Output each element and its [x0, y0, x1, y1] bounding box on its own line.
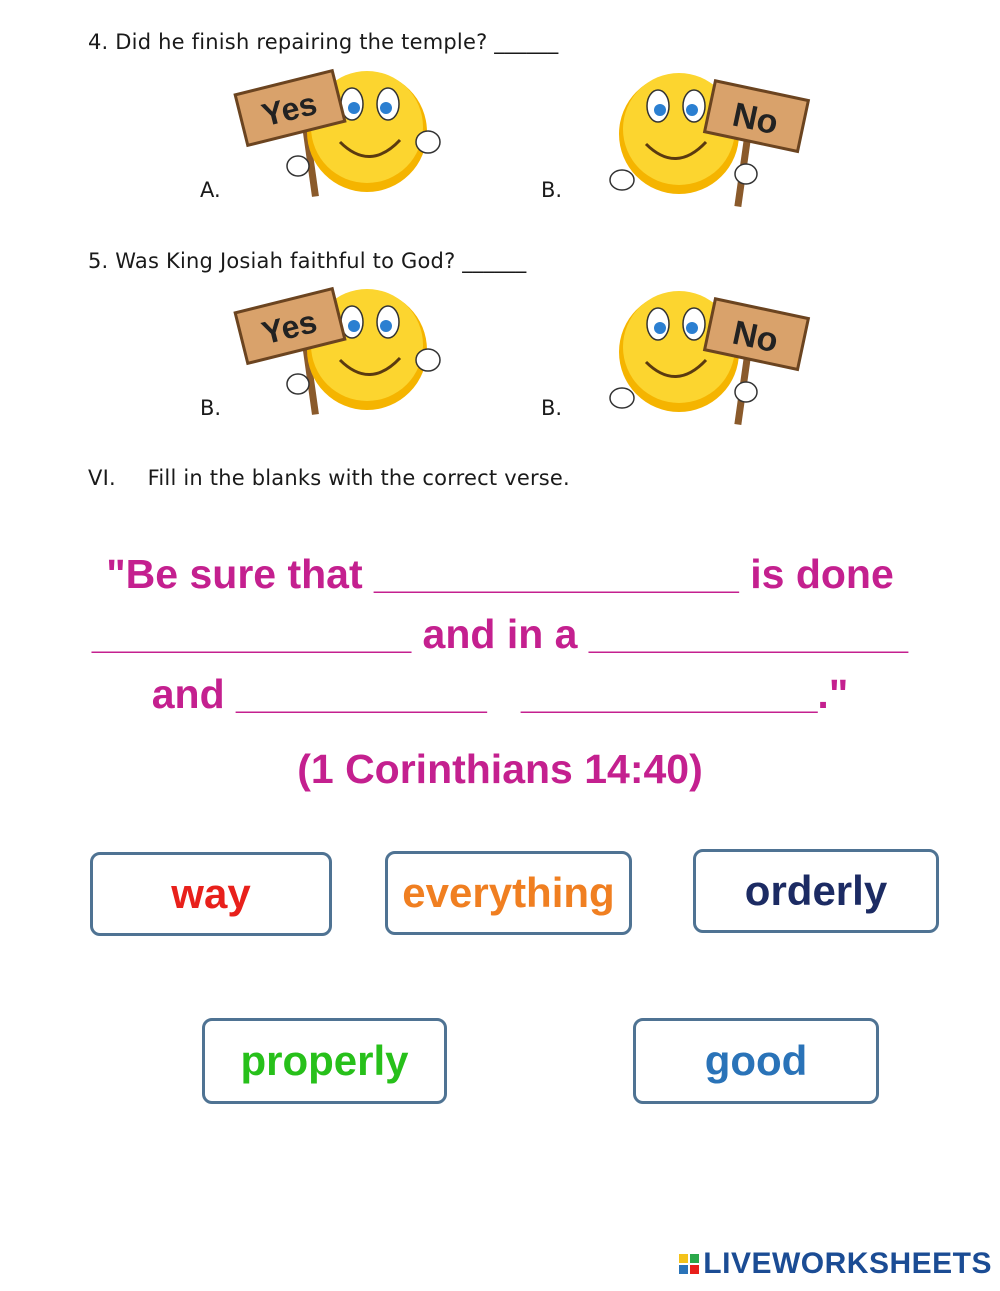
- option-letter: B.: [541, 178, 563, 202]
- section-number: VI.: [88, 466, 116, 490]
- word-tile-orderly[interactable]: [693, 849, 939, 933]
- verse-line-3: and ___________ _____________.": [151, 671, 849, 717]
- section-heading: [88, 466, 570, 490]
- option-letter: A.: [200, 178, 221, 202]
- verse-line-1: "Be sure that ________________ is done: [106, 551, 894, 597]
- section-instruction: Fill in the blanks with the correct verse.: [147, 466, 570, 490]
- word-tile-properly[interactable]: [202, 1018, 447, 1104]
- option-letter: B.: [541, 396, 563, 420]
- word-label: properly: [240, 1037, 409, 1084]
- yes-smiley-option-a[interactable]: [232, 280, 452, 424]
- no-smiley-option-b[interactable]: [594, 62, 814, 216]
- word-label: everything: [402, 869, 615, 916]
- word-tile-good[interactable]: [633, 1018, 879, 1104]
- sign-label: No: [729, 95, 782, 143]
- no-smiley-option-b[interactable]: [594, 280, 814, 434]
- word-tile-everything[interactable]: [385, 851, 632, 935]
- word-tile-way[interactable]: [90, 852, 332, 936]
- word-label: way: [171, 870, 251, 917]
- sign-label: Yes: [258, 85, 321, 134]
- word-label: good: [704, 1037, 808, 1084]
- liveworksheets-logo: [679, 1247, 992, 1281]
- logo-text: LIVEWORKSHEETS: [703, 1247, 992, 1280]
- question-4: 4. Did he finish repairing the temple? ______: [88, 30, 559, 54]
- logo-mark-icon: [679, 1254, 699, 1274]
- word-label: orderly: [744, 867, 888, 914]
- question-5: 5. Was King Josiah faithful to God? ______: [88, 249, 527, 273]
- sign-label: Yes: [258, 303, 321, 352]
- sign-label: No: [729, 313, 782, 361]
- verse-line-2: ______________ and in a ______________: [91, 611, 909, 657]
- verse-reference: (1 Corinthians 14:40): [297, 746, 703, 792]
- yes-smiley-option-a[interactable]: [232, 62, 452, 206]
- option-letter: B.: [200, 396, 222, 420]
